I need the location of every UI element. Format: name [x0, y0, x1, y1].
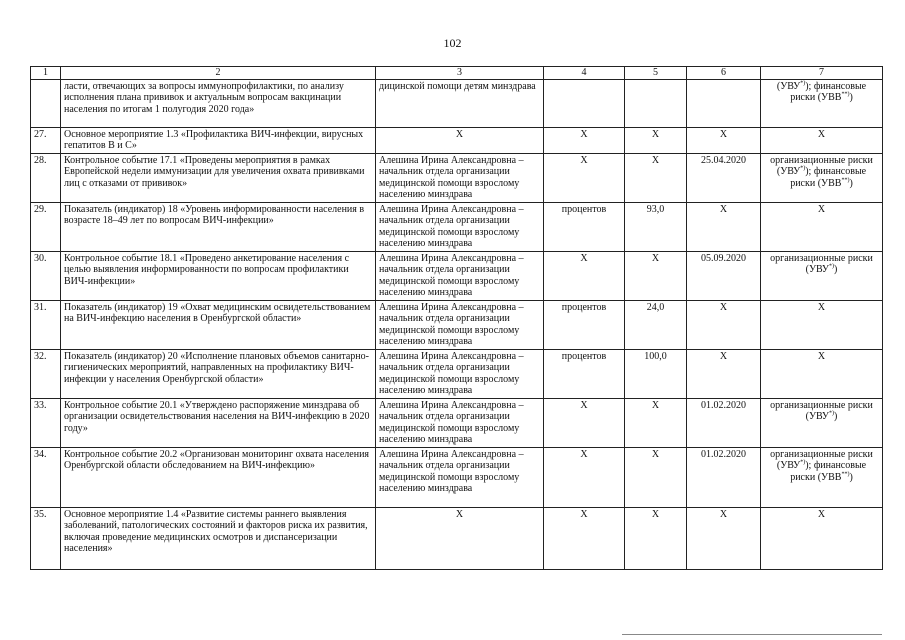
completion-date: 01.02.2020 [687, 447, 761, 507]
row-number: 29. [31, 202, 61, 251]
row-number: 35. [31, 507, 61, 569]
risk-description: X [761, 202, 883, 251]
risk-description: организационные риски (УВУ*)); финансовые риски (УВВ**)) [761, 153, 883, 202]
completion-date: X [687, 127, 761, 153]
row-number: 27. [31, 127, 61, 153]
page-number: 102 [443, 36, 462, 50]
completion-date [687, 79, 761, 127]
completion-date: X [687, 300, 761, 349]
event-name: Контрольное событие 18.1 «Проведено анкетирование населения с целью выявления информированности по вопросам профилактики ВИЧ-инфекции» [61, 251, 376, 300]
unit-of-measure [544, 79, 625, 127]
completion-date: X [687, 202, 761, 251]
event-name: Контрольное событие 20.1 «Утверждено распоряжение минздрава об организации освидетельствования населения на ВИЧ-инфекцию в 2020 году» [61, 398, 376, 447]
event-name: Показатель (индикатор) 19 «Охват медицинским освидетельствованием на ВИЧ-инфекцию населения в Оренбургской области» [61, 300, 376, 349]
table-row [31, 79, 883, 127]
completion-date: X [687, 349, 761, 398]
target-value: 100,0 [625, 349, 687, 398]
table-row [31, 202, 883, 251]
event-name: ласти, отвечающих за вопросы иммунопрофилактики, по анализу исполнения плана прививок и актуальным вопросам вакцинации населения по итогам 1 полугодия 2020 года» [61, 79, 376, 127]
unit-of-measure: X [544, 127, 625, 153]
responsible-person: X [376, 127, 544, 153]
risk-description: X [761, 507, 883, 569]
header-cell: 2 [61, 67, 376, 80]
row-number: 33. [31, 398, 61, 447]
target-value: X [625, 251, 687, 300]
table-row [31, 127, 883, 153]
unit-of-measure: X [544, 447, 625, 507]
risk-description: организационные риски (УВУ*)); финансовые риски (УВВ**)) [761, 447, 883, 507]
unit-of-measure: процентов [544, 300, 625, 349]
table-row [31, 507, 883, 569]
table-row [31, 153, 883, 202]
risk-description: X [761, 127, 883, 153]
unit-of-measure: X [544, 251, 625, 300]
target-value: X [625, 507, 687, 569]
event-name: Показатель (индикатор) 20 «Исполнение плановых объемов санитарно-гигиенических мероприятий, направленных на профилактику ВИЧ-инфекции у населения Оренбургской области» [61, 349, 376, 398]
responsible-person: Алешина Ирина Александровна – начальник отдела организации медицинской помощи взрослому населению минздрава [376, 349, 544, 398]
risk-description: организационные риски (УВУ*)) [761, 251, 883, 300]
risk-description: организационные риски (УВУ*)) [761, 398, 883, 447]
event-name: Контрольное событие 20.2 «Организован мониторинг охвата населения Оренбургской области обследованием на ВИЧ-инфекцию» [61, 447, 376, 507]
row-number: 31. [31, 300, 61, 349]
bottom-rule [622, 634, 882, 635]
row-number: 30. [31, 251, 61, 300]
responsible-person: дицинской помощи детям минздрава [376, 79, 544, 127]
risk-description: X [761, 349, 883, 398]
target-value: X [625, 447, 687, 507]
completion-date: 01.02.2020 [687, 398, 761, 447]
responsible-person: Алешина Ирина Александровна – начальник отдела организации медицинской помощи взрослому населению минздрава [376, 153, 544, 202]
responsible-person: Алешина Ирина Александровна – начальник отдела организации медицинской помощи взрослому населению минздрава [376, 251, 544, 300]
target-value: X [625, 153, 687, 202]
table-row [31, 300, 883, 349]
row-number: 28. [31, 153, 61, 202]
completion-date: 05.09.2020 [687, 251, 761, 300]
table-row [31, 398, 883, 447]
header-cell: 3 [376, 67, 544, 80]
header-cell: 1 [31, 67, 61, 80]
target-value: X [625, 398, 687, 447]
responsible-person: Алешина Ирина Александровна – начальник отдела организации медицинской помощи взрослому населению минздрава [376, 300, 544, 349]
row-number [31, 79, 61, 127]
risk-description: X [761, 300, 883, 349]
unit-of-measure: X [544, 153, 625, 202]
event-name: Показатель (индикатор) 18 «Уровень информированности населения в возрасте 18–49 лет по вопросам ВИЧ-инфекции» [61, 202, 376, 251]
event-name: Контрольное событие 17.1 «Проведены мероприятия в рамках Европейской недели иммунизации для увеличения охвата прививками лиц с отказами от прививок» [61, 153, 376, 202]
target-value: 93,0 [625, 202, 687, 251]
completion-date: X [687, 507, 761, 569]
unit-of-measure: процентов [544, 202, 625, 251]
responsible-person: Алешина Ирина Александровна – начальник отдела организации медицинской помощи взрослому населению минздрава [376, 398, 544, 447]
target-value [625, 79, 687, 127]
unit-of-measure: X [544, 398, 625, 447]
responsible-person: X [376, 507, 544, 569]
header-cell: 6 [687, 67, 761, 80]
table-row [31, 251, 883, 300]
plan-table [30, 66, 883, 570]
row-number: 34. [31, 447, 61, 507]
responsible-person: Алешина Ирина Александровна – начальник отдела организации медицинской помощи взрослому населению минздрава [376, 447, 544, 507]
responsible-person: Алешина Ирина Александровна – начальник отдела организации медицинской помощи взрослому населению минздрава [376, 202, 544, 251]
unit-of-measure: X [544, 507, 625, 569]
table-row [31, 447, 883, 507]
target-value: 24,0 [625, 300, 687, 349]
table-row [31, 349, 883, 398]
risk-description: (УВУ*)); финансовые риски (УВВ**)) [761, 79, 883, 127]
header-cell: 4 [544, 67, 625, 80]
target-value: X [625, 127, 687, 153]
unit-of-measure: процентов [544, 349, 625, 398]
completion-date: 25.04.2020 [687, 153, 761, 202]
header-cell: 5 [625, 67, 687, 80]
row-number: 32. [31, 349, 61, 398]
header-row [31, 67, 883, 80]
event-name: Основное мероприятие 1.3 «Профилактика ВИЧ-инфекции, вирусных гепатитов В и С» [61, 127, 376, 153]
event-name: Основное мероприятие 1.4 «Развитие системы раннего выявления заболеваний, патологических состояний и факторов риска их развития, включая проведение медицинских осмотров и диспансеризации населения» [61, 507, 376, 569]
header-cell: 7 [761, 67, 883, 80]
